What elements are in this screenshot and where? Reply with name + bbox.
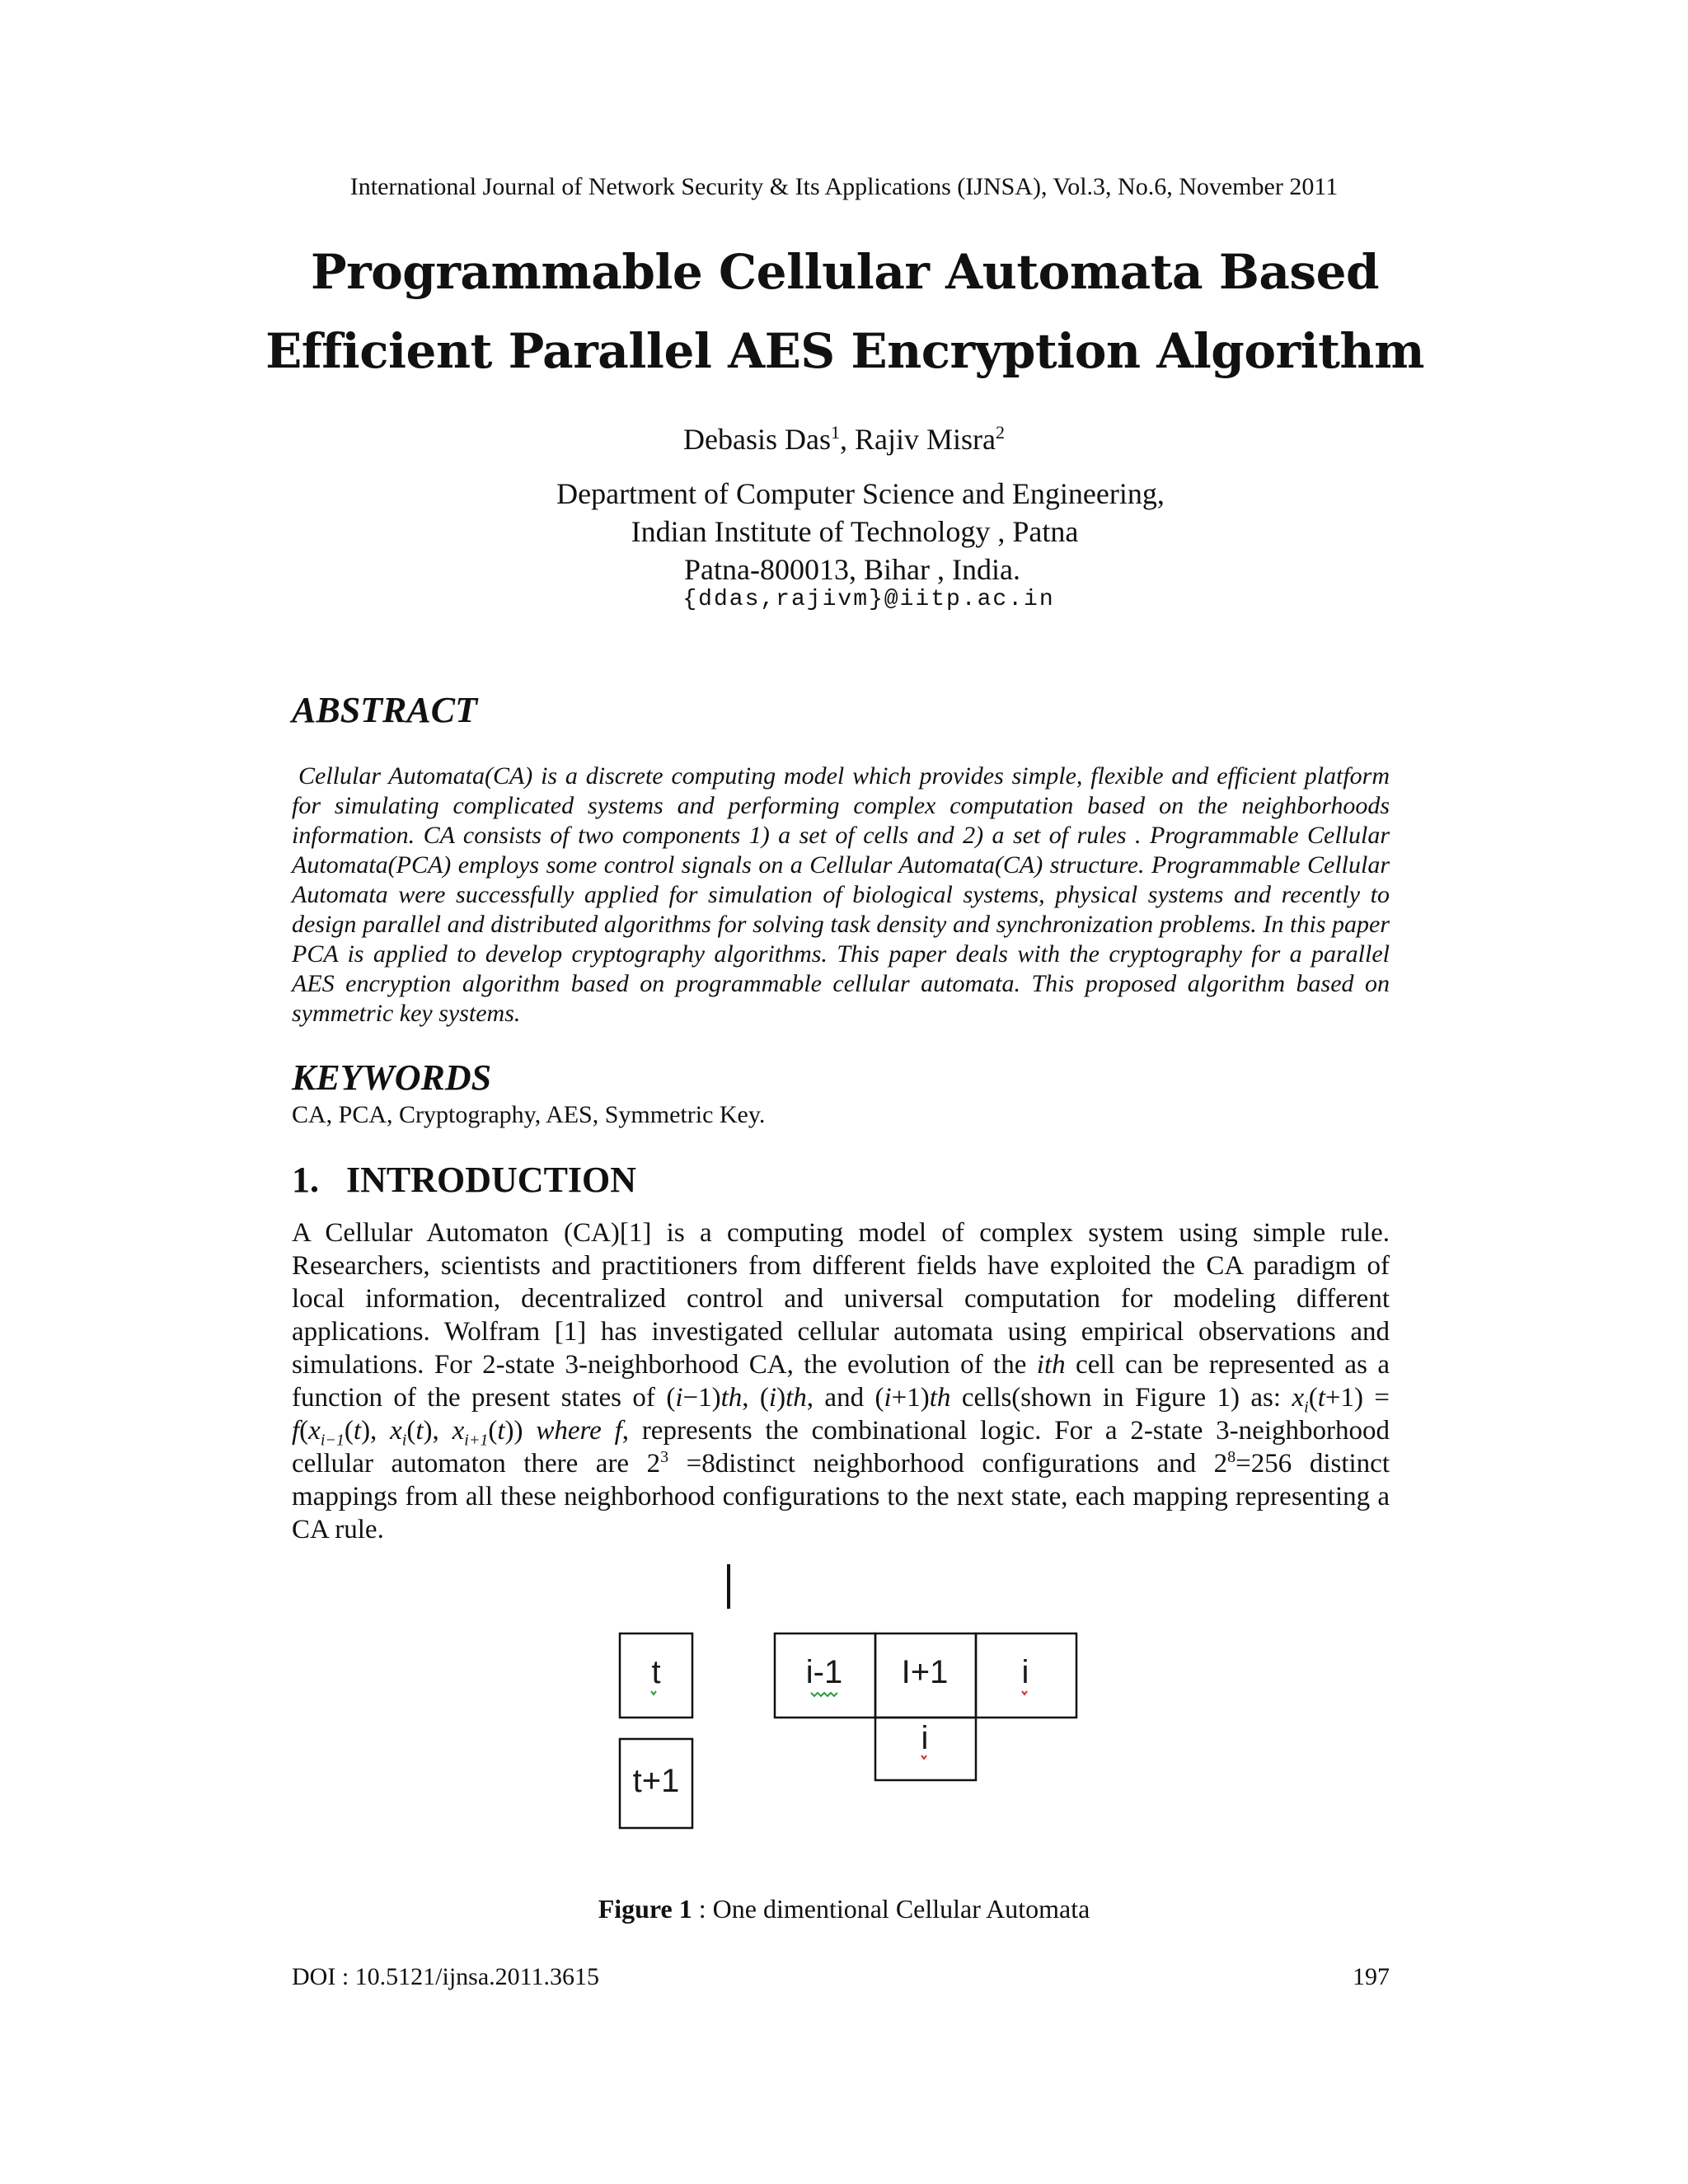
cell-t-plus-1-box [620,1739,692,1828]
affiliation-line: Patna-800013, Bihar , India. [684,553,1020,586]
cell-i-bottom-box [875,1718,976,1780]
introduction-paragraph: A Cellular Automaton (CA)[1] is a computing model of complex system using simple rule. Researchers, scientists and practitioners from different fields have exploited the CA paradigm of local information, decentralized control and universal computation for modeling different applications. Wolfram [1] has investigated cellular automata using empirical observations and simulations. For 2-state 3-neighborhood CA, the evolution of the ith cell can be represented as a function of the present states of (i−1)th, (i)th, and (i+1)th cells(shown in Figure 1) as: $x_i(t+1) = f(x_{i-1}(t)$, $x_i(t)$, $x_{i+1}(t)$) where f, represents the combinational logic. For a 2-state 3-neighborhood cellular automaton there are $2^3$ =8distinct neighborhood configurations and $2^8=256$ distinct mappings from all these neighborhood configurations to the next state, each mapping representing a CA rule. [292,1218,1390,1544]
abstract-heading: ABSTRACT [292,690,477,730]
spellcheck-squiggle [651,1691,656,1694]
doi: DOI : 10.5121/ijnsa.2011.3615 [292,1963,600,1990]
figure-caption-label: Figure 1 [598,1894,692,1924]
spellcheck-squiggle [811,1693,837,1696]
cell-t-label: t [651,1654,661,1690]
abstract-text: Cellular Automata(CA) is a discrete computing model which provides simple, flexible and efficient platform for simulating complicated systems and performing complex computation based on the neighborhoods information. CA consists of two components 1) a set of cells and 2) a set of rules . Programmable Cellular Automata(PCA) employs some control signals on a Cellular Automata(CA) structure. Programmable Cellular Automata were successfully applied for simulation of biological systems, physical systems and recently to design parallel and distributed algorithms for solving task density and synchronization problems. In this paper PCA is applied to develop cryptography algorithms. This paper deals with the cryptography for a parallel AES encryption algorithm based on programmable cellular automata. This proposed algorithm based on symmetric key systems. [292,762,1390,1027]
affiliation-line: Indian Institute of Technology , Patna [631,515,1079,548]
author-email: {ddas,rajivm}@iitp.ac.in [682,587,1055,612]
author-separator: , [839,423,855,456]
spellcheck-squiggle [1022,1691,1027,1694]
affiliation-line: Department of Computer Science and Engineering, [556,477,1165,510]
author-affil-mark: 1 [830,422,840,443]
cell-i-minus-1-box [775,1633,875,1718]
figure-caption [0,1894,1688,1924]
text-cursor [727,1564,730,1609]
cell-i-right-label: i [1021,1654,1029,1690]
cell-i-right-box [976,1633,1076,1718]
cell-I-plus-1-label: I+1 [901,1654,949,1690]
keywords-text: CA, PCA, Cryptography, AES, Symmetric Key. [292,1101,766,1128]
page-number: 197 [1353,1963,1390,1990]
authors [0,422,1688,457]
paper-title: Programmable Cellular Automata Based Efficient Parallel AES Encryption Algorithm [265,244,1424,379]
spellcheck-squiggle [921,1755,926,1759]
cell-I-plus-1-box [875,1633,976,1718]
cell-i-bottom-label: i [921,1720,929,1756]
keywords-heading: KEYWORDS [292,1057,492,1098]
author-name: Rajiv Misra [854,423,996,456]
cell-t-box [620,1633,692,1718]
introduction-heading: 1. INTRODUCTION [292,1160,637,1200]
author-affil-mark: 2 [995,422,1005,443]
figure-caption-text: : One dimentional Cellular Automata [692,1894,1090,1924]
author-name: Debasis Das [683,423,831,456]
journal-header: International Journal of Network Security & Its Applications (IJNSA), Vol.3, No.6, November 2011 [349,173,1339,200]
cell-i-minus-1-label: i-1 [805,1654,843,1690]
affiliation [0,475,1688,588]
cell-t-plus-1-label: t+1 [632,1763,680,1799]
